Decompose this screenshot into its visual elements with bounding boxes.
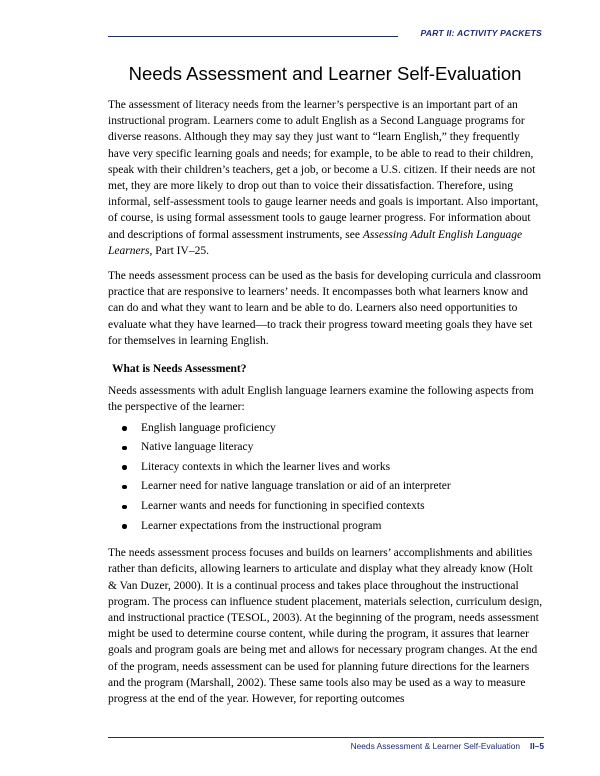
paragraph-intro-text: The assessment of literacy needs from the learner’s perspective is an important part of an instructional program. Learners come to adult English as a Second Language programs for diverse reasons. Although they may say they just want to “learn English,” they frequently have very specific learning goals and needs; for example, to be able to read to their children, speak with their children’s teachers, get a job, or become a U.S. citizen. If their needs are not met, they are more likely to drop out than to voice their dissatisfaction. Therefore, using informal, self-assessment tools to gauge learner needs and goals is important. Also important, of course, is using formal assessment tools to gauge learner progress. For information about and descriptions of formal assessment instruments, see (108, 99, 539, 241)
list-item-text: Learner need for native language translation or aid of an interpreter (141, 480, 451, 493)
body-text (108, 97, 544, 716)
list-item (108, 419, 544, 439)
list-item-text: Learner wants and needs for functioning in specified contexts (141, 500, 425, 513)
paragraph-intro (108, 97, 544, 259)
header-section-label: PART II: ACTIVITY PACKETS (420, 28, 542, 38)
list-item-text: Learner expectations from the instructional program (141, 519, 382, 532)
footer-title: Needs Assessment & Learner Self-Evaluation (350, 741, 521, 751)
reference-title: Assessing Adult English Language Learners (108, 228, 523, 257)
list-item (108, 497, 544, 517)
bullet-icon (122, 485, 127, 490)
page-number: II–5 (530, 741, 544, 751)
list-item-text: English language proficiency (141, 421, 276, 434)
list-item-text: Literacy contexts in which the learner lives and works (141, 460, 391, 473)
paragraph-intro-end: , Part IV–25. (149, 244, 209, 257)
page-title: Needs Assessment and Learner Self-Evaluation (128, 63, 522, 84)
list-item (108, 517, 544, 537)
footer-rule (108, 737, 544, 738)
aspects-list (108, 419, 544, 537)
bullet-icon (122, 446, 127, 451)
bullet-icon (122, 524, 127, 529)
paragraph-focus: The needs assessment process focuses and builds on learners’ accomplishments and abilities rather than deficits, allowing learners to articulate and display what they already know (Holt & Van Duzer, 2000). It is a continual process and takes place throughout the instructional program. The process can influence student placement, materials selection, curriculum design, and instructional practice (TESOL, 2003). At the beginning of the program, needs assessment might be used to determine course content, while during the program, it assures that learner goals and program goals are being met and allows for necessary program changes. At the end of the program, needs assessment can be used for planning future directions for the learners and the program (Marshall, 2002). These same tools also may be used as a way to measure progress at the end of the year. However, for reporting outcomes (108, 547, 543, 706)
bullet-icon (122, 505, 127, 510)
list-item (108, 438, 544, 458)
list-item-text: Native language literacy (141, 441, 254, 454)
section-heading: What is Needs Assessment? (112, 363, 247, 376)
bullet-icon (122, 426, 127, 431)
list-item (108, 458, 544, 478)
header-rule (108, 36, 398, 37)
paragraph-aspects-intro: Needs assessments with adult English language learners examine the following aspects from the perspective of the learner: (108, 385, 534, 414)
footer (351, 741, 544, 751)
paragraph-process: The needs assessment process can be used as the basis for developing curricula and classroom practice that are responsive to learners’ needs. It encompasses both what learners know and can do and what they want to learn and be able to do. Learners also need opportunities to evaluate what they have learned—to track their progress toward meeting goals they have set for themselves in learning English. (108, 270, 542, 347)
list-item (108, 477, 544, 497)
bullet-icon (122, 465, 127, 470)
